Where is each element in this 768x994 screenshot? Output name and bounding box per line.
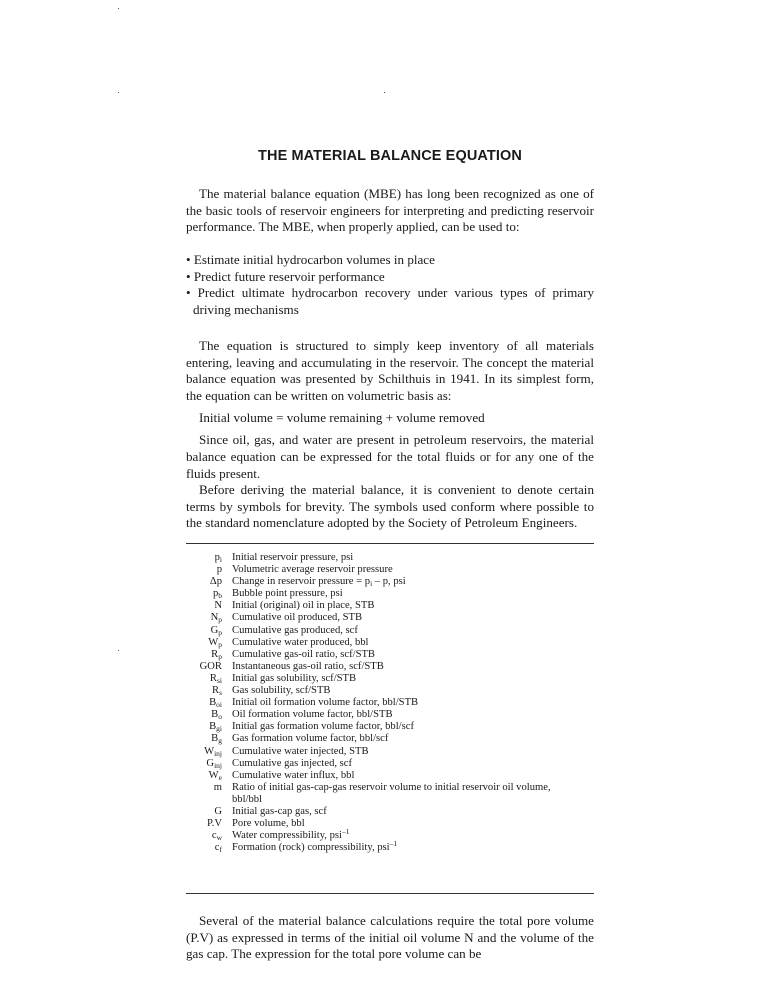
- table-row: [186, 733, 594, 745]
- intro-paragraph: The material balance equation (MBE) has long been recognized as one of the basic tools of reservoir engineers for interpreting and predicting reservoir performance. The MBE, when properly applied, can be used to:: [186, 186, 594, 235]
- symbol-cell: [186, 794, 222, 806]
- chapter-title: THE MATERIAL BALANCE EQUATION: [258, 148, 522, 164]
- description-text: Instantaneous gas-oil ratio, scf/STB: [232, 660, 384, 672]
- description-text: Initial gas-cap gas, scf: [232, 805, 327, 817]
- description-cell: [232, 588, 594, 600]
- symbol-cell: [186, 721, 222, 733]
- description-text: Gas formation volume factor, bbl/scf: [232, 733, 389, 745]
- symbol-cell: [186, 588, 222, 600]
- description-text: Cumulative water influx, bbl: [232, 769, 355, 781]
- symbol-text: c: [214, 842, 220, 854]
- description-text: Cumulative gas-oil ratio, scf/STB: [232, 648, 375, 660]
- description-text: Oil formation volume factor, bbl/STB: [232, 709, 393, 721]
- symbol-subscript: e: [218, 772, 222, 782]
- symbol-subscript: g: [218, 736, 222, 746]
- table-row: [186, 794, 594, 806]
- table-row: [186, 612, 594, 624]
- description-cell: [232, 827, 594, 842]
- symbol-cell: [186, 612, 222, 624]
- symbol-text: B: [211, 733, 219, 745]
- description-cell: [232, 661, 594, 673]
- table-row: [186, 782, 594, 794]
- symbol-cell: [186, 818, 222, 830]
- intro-paragraph-block: [186, 186, 594, 236]
- table-row: [186, 746, 594, 758]
- table-row: [186, 661, 594, 673]
- description-text: Formation (rock) compressibility, psi: [232, 842, 390, 854]
- description-cell: [232, 685, 594, 697]
- symbol-subscript: inj: [214, 748, 222, 758]
- symbol-cell: [186, 625, 222, 637]
- symbol-subscript: b: [218, 591, 222, 601]
- table-row: [186, 588, 594, 600]
- description-text: Cumulative water injected, STB: [232, 745, 369, 757]
- description-cell: [232, 794, 594, 806]
- symbol-subscript: w: [216, 833, 222, 843]
- symbol-subscript: p: [218, 627, 222, 637]
- symbol-text: B: [211, 709, 219, 721]
- description-cell: [232, 600, 594, 612]
- description-cell: [232, 612, 594, 624]
- symbol-cell: [186, 600, 222, 612]
- description-cell: [232, 782, 594, 794]
- table-row: [186, 600, 594, 612]
- symbol-text: W: [208, 636, 219, 648]
- symbol-text: R: [209, 672, 217, 684]
- pore-volume-block: [186, 913, 594, 963]
- symbol-text: p: [214, 552, 220, 563]
- description-text: Initial oil formation volume factor, bbl/STB: [232, 697, 419, 709]
- description-text: bbl/bbl: [232, 793, 263, 805]
- symbol-text: R: [212, 685, 220, 697]
- description-cell: [232, 649, 594, 661]
- description-tail: – p, psi: [372, 576, 406, 588]
- table-row: [186, 709, 594, 721]
- table-row: [186, 625, 594, 637]
- symbol-cell: [186, 685, 222, 697]
- uses-list: [186, 252, 594, 318]
- list-item: • Predict ultimate hydrocarbon recovery under various types of primary driving mechanisms: [186, 285, 594, 317]
- description-cell: [232, 564, 594, 576]
- description-text: Gas solubility, scf/STB: [232, 685, 331, 697]
- description-cell: [232, 673, 594, 685]
- symbol-cell: [186, 564, 222, 576]
- symbol-text: GOR: [199, 660, 222, 672]
- table-row: [186, 770, 594, 782]
- scan-speck: [384, 92, 385, 93]
- table-row: [186, 818, 594, 830]
- description-cell: [232, 733, 594, 745]
- symbol-cell: [186, 842, 222, 854]
- symbol-cell: [186, 661, 222, 673]
- table-row: [186, 564, 594, 576]
- symbol-cell: [186, 552, 222, 564]
- symbol-cell: [186, 709, 222, 721]
- symbol-cell: [186, 733, 222, 745]
- symbol-text: P.V: [206, 818, 222, 830]
- description-cell: [232, 806, 594, 818]
- table-row: [186, 806, 594, 818]
- description-text: Bubble point pressure, psi: [232, 588, 343, 600]
- table-row: [186, 685, 594, 697]
- symbol-text: W: [208, 769, 219, 781]
- description-text: Ratio of initial gas-cap-gas reservoir volume to initial reservoir oil volume,: [232, 781, 551, 793]
- description-cell: [232, 818, 594, 830]
- table-row: [186, 552, 594, 564]
- table-row: [186, 673, 594, 685]
- description-text: Pore volume, bbl: [232, 818, 305, 830]
- symbol-subscript: f: [219, 845, 222, 855]
- description-text: Initial gas solubility, scf/STB: [232, 672, 357, 684]
- symbol-text: Δp: [209, 576, 222, 588]
- table-row: [186, 637, 594, 649]
- description-cell: [232, 697, 594, 709]
- description-text: Water compressibility, psi: [232, 830, 342, 842]
- description-cell: [232, 839, 594, 854]
- symbol-cell: [186, 770, 222, 782]
- symbol-cell: [186, 697, 222, 709]
- symbol-text: p: [216, 564, 222, 576]
- symbol-cell: [186, 746, 222, 758]
- symbol-cell: [186, 576, 222, 588]
- description-text: Cumulative oil produced, STB: [232, 612, 363, 624]
- description-cell: [232, 770, 594, 782]
- description-superscript: –1: [389, 839, 398, 849]
- volume-equation: Initial volume = volume remaining + volume removed: [199, 410, 485, 426]
- symbol-text: R: [211, 648, 219, 660]
- symbol-text: c: [211, 830, 217, 842]
- description-text: Initial reservoir pressure, psi: [232, 552, 354, 563]
- symbols-intro-paragraph: Before deriving the material balance, it is convenient to denote certain terms by symbols for brevity. The symbols used conform where possible to the standard nomenclature adopted by the Society of Petroleum Engineers.: [186, 482, 594, 531]
- symbol-text: p: [212, 588, 219, 600]
- pore-volume-paragraph: Several of the material balance calculations require the total pore volume (P.V) as expressed in terms of the initial oil volume N and the volume of the gas cap. The expression for the total pore volume can be: [186, 913, 594, 962]
- symbol-subscript: i: [219, 555, 222, 564]
- symbol-subscript: s: [219, 688, 222, 698]
- scan-speck: [118, 8, 119, 9]
- symbol-text: G: [214, 805, 222, 817]
- symbol-subscript: si: [216, 675, 222, 685]
- description-cell: [232, 576, 594, 588]
- concept-paragraph: The equation is structured to simply keep inventory of all materials entering, leaving and accumulating in the reservoir. The concept the material balance equation was presented by Schilthuis in 1941. In its simplest form, the equation can be written on volumetric basis as:: [186, 338, 594, 403]
- symbol-subscript: inj: [214, 760, 222, 770]
- fluids-paragraph: Since oil, gas, and water are present in petroleum reservoirs, the material balance equation can be expressed for the total fluids or for any one of the fluids present.: [186, 432, 594, 481]
- symbol-text: N: [210, 612, 219, 624]
- table-row: [186, 576, 594, 588]
- symbol-text: G: [206, 757, 215, 769]
- symbol-subscript: o: [218, 712, 222, 722]
- table-row: [186, 649, 594, 661]
- table-row: [186, 697, 594, 709]
- description-cell: [232, 746, 594, 758]
- symbol-cell: [186, 782, 222, 794]
- symbol-subscript: gi: [216, 724, 222, 734]
- description-cell: [232, 637, 594, 649]
- uses-list-block: [186, 252, 594, 318]
- symbol-subscript: oi: [216, 700, 222, 710]
- description-text: Cumulative water produced, bbl: [232, 636, 369, 648]
- symbol-text: m: [213, 781, 222, 793]
- list-item: • Predict future reservoir performance: [186, 268, 385, 284]
- description-superscript: –1: [341, 827, 350, 837]
- description-text: Change in reservoir pressure = p: [232, 576, 371, 588]
- symbol-cell: [186, 830, 222, 842]
- table-top-rule: [186, 543, 594, 544]
- table-row: [186, 839, 594, 855]
- symbol-subscript: p: [218, 639, 222, 649]
- nomenclature-table: [186, 552, 594, 854]
- symbol-cell: [186, 758, 222, 770]
- symbol-text: B: [209, 721, 217, 733]
- description-text: Initial gas formation volume factor, bbl/scf: [232, 721, 414, 733]
- list-item: • Estimate initial hydrocarbon volumes in place: [186, 252, 435, 267]
- description-cell: [232, 758, 594, 770]
- table-row: [186, 758, 594, 770]
- scan-speck: [118, 92, 119, 93]
- description-cell: [232, 552, 594, 564]
- description-subscript: i: [370, 579, 373, 589]
- description-cell: [232, 721, 594, 733]
- symbol-cell: [186, 806, 222, 818]
- description-text: Initial (original) oil in place, STB: [232, 600, 375, 612]
- symbol-subscript: p: [218, 615, 222, 625]
- description-cell: [232, 709, 594, 721]
- table-row: [186, 721, 594, 733]
- description-text: Volumetric average reservoir pressure: [232, 564, 393, 576]
- concept-block: [186, 338, 594, 532]
- symbol-text: N: [214, 600, 222, 612]
- symbol-text: W: [204, 745, 215, 757]
- symbol-cell: [186, 649, 222, 661]
- description-text: Cumulative gas injected, scf: [232, 757, 353, 769]
- table-bottom-rule: [186, 893, 594, 894]
- description-text: Cumulative gas produced, scf: [232, 624, 358, 636]
- symbol-text: G: [210, 624, 219, 636]
- symbol-subscript: p: [218, 651, 222, 661]
- scan-speck: [118, 650, 119, 651]
- symbol-text: B: [209, 697, 217, 709]
- symbol-cell: [186, 637, 222, 649]
- description-cell: [232, 625, 594, 637]
- symbol-cell: [186, 673, 222, 685]
